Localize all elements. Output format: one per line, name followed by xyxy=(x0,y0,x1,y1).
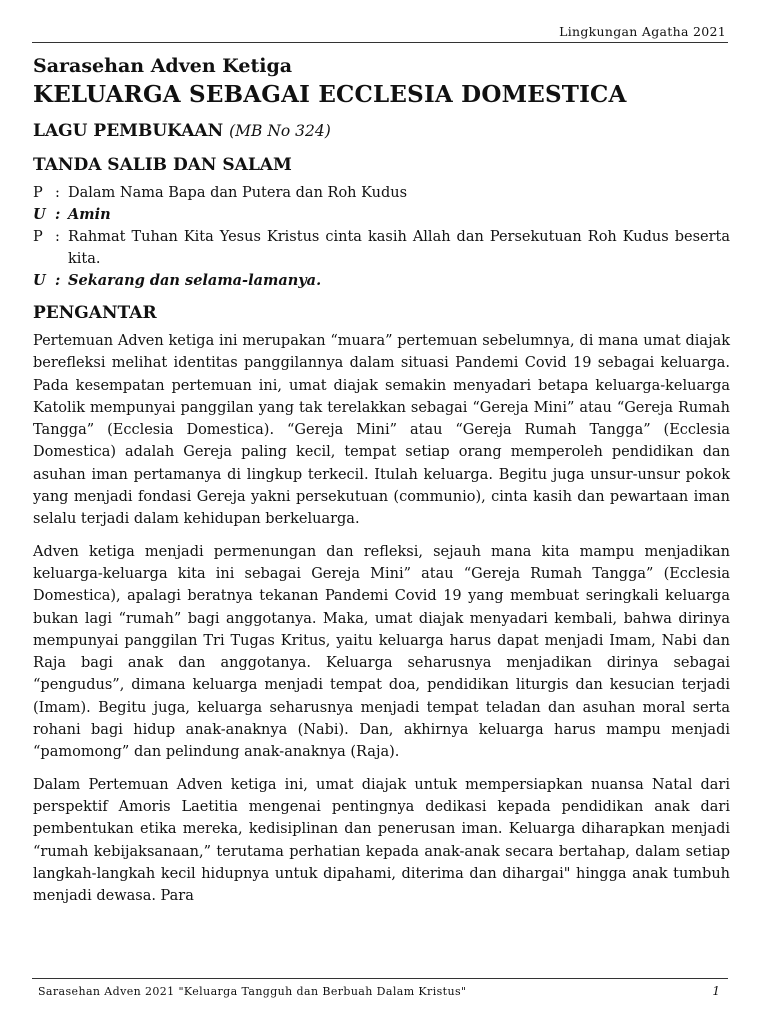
page-number: 1 xyxy=(712,984,720,998)
header-rule xyxy=(32,42,728,43)
page-body xyxy=(33,53,730,917)
dialogue-line-response xyxy=(33,204,730,226)
document-subtitle: Sarasehan Adven Ketiga xyxy=(33,55,293,77)
running-footer: Sarasehan Adven 2021 "Keluarga Tangguh dan Berbuah Dalam Kristus" xyxy=(38,985,467,998)
opening-song-label: LAGU PEMBUKAAN xyxy=(33,121,224,141)
dialogue-text: Amin xyxy=(68,206,111,223)
speaker-colon: : xyxy=(55,272,61,289)
dialogue-line-priest xyxy=(33,182,730,204)
speaker-label: U xyxy=(33,206,46,223)
body-paragraph: Dalam Pertemuan Adven ketiga ini, umat diajak untuk mempersiapkan nuansa Natal dari perspektif Amoris Laetitia mengenai pentingnya dedikasi kepada pendidikan anak dari pembentukan etika mereka, kedisiplinan dan penerusan iman. Keluarga diharapkan menjadi “rumah kebijaksanaan,” terutama perhatian kepada anak-anak secara bertahap, dalam setiap langkah-langkah kecil hidupnya untuk dipahami, diterima dan dihargai" hingga anak tumbuh menjadi dewasa. Para xyxy=(33,776,730,905)
dialogue-text: Sekarang dan selama-lamanya. xyxy=(68,272,322,289)
body-paragraph: Pertemuan Adven ketiga ini merupakan “muara” pertemuan sebelumnya, di mana umat diajak berefleksi melihat identitas panggilannya dalam situasi Pandemi Covid 19 sebagai keluarga. Pada kesempatan pertemuan ini, umat diajak semakin menyadari betapa keluarga-keluarga Katolik mempunyai panggilan yang tak terelakkan sebagai “Gereja Mini” atau “Gereja Rumah Tangga” (Ecclesia Domestica). “Gereja Mini” atau “Gereja Rumah Tangga” (Ecclesia Domestica) adalah Gereja paling kecil, tempat setiap orang memperoleh pendidikan dan asuhan iman pertamanya di lingkup terkecil. Itulah keluarga. Begitu juga unsur-unsur pokok yang menjadi fondasi Gereja yakni persekutuan (communio), cinta kasih dan pewartaan iman selalu terjadi dalam kehidupan berkeluarga. xyxy=(33,333,730,528)
dialogue-text: Dalam Nama Bapa dan Putera dan Roh Kudus xyxy=(68,185,408,201)
speaker-colon: : xyxy=(55,185,60,201)
document-title: KELUARGA SEBAGAI ECCLESIA DOMESTICA xyxy=(33,81,627,108)
liturgy-dialogue xyxy=(33,182,730,292)
sign-of-cross-heading: TANDA SALIB DAN SALAM xyxy=(33,155,292,175)
opening-song-heading xyxy=(33,116,730,146)
speaker-label: U xyxy=(33,272,46,289)
speaker-label: P xyxy=(33,185,43,201)
dialogue-line-response xyxy=(33,270,730,292)
speaker-label: P xyxy=(33,229,43,245)
body-paragraph: Adven ketiga menjadi permenungan dan refleksi, sejauh mana kita mampu menjadikan keluarga-keluarga kita ini sebagai Gereja Mini” atau “Gereja Rumah Tangga” (Ecclesia Domestica), apalagi beratnya tekanan Pandemi Covid 19 yang membuat seringkali keluarga bukan lagi “rumah” bagi anggotanya. Maka, umat diajak menyadari kembali, bahwa dirinya mempunyai panggilan Tri Tugas Kritus, yaitu keluarga harus dapat menjadi Imam, Nabi dan Raja bagi anak dan anggotanya. Keluarga seharusnya menjadikan dirinya sebagai “pengudus”, dimana keluarga menjadi tempat doa, pendidikan liturgis dan kesucian terjadi (Imam). Begitu juga, keluarga seharusnya menjadi tempat teladan dan asuhan moral serta rohani bagi hidup anak-anaknya (Nabi). Dan, akhirnya keluarga harus mampu menjadi “pamomong” dan pelindung anak-anaknya (Raja). xyxy=(33,543,730,761)
running-header: Lingkungan Agatha 2021 xyxy=(559,24,726,39)
dialogue-text: Rahmat Tuhan Kita Yesus Kristus cinta kasih Allah dan Persekutuan Roh Kudus beserta kita. xyxy=(68,229,730,267)
speaker-colon: : xyxy=(55,229,60,245)
dialogue-line-priest xyxy=(33,226,730,270)
speaker-colon: : xyxy=(55,206,61,223)
footer-rule xyxy=(32,978,728,979)
introduction-heading: PENGANTAR xyxy=(33,303,157,323)
opening-song-ref: (MB No 324) xyxy=(229,122,331,140)
